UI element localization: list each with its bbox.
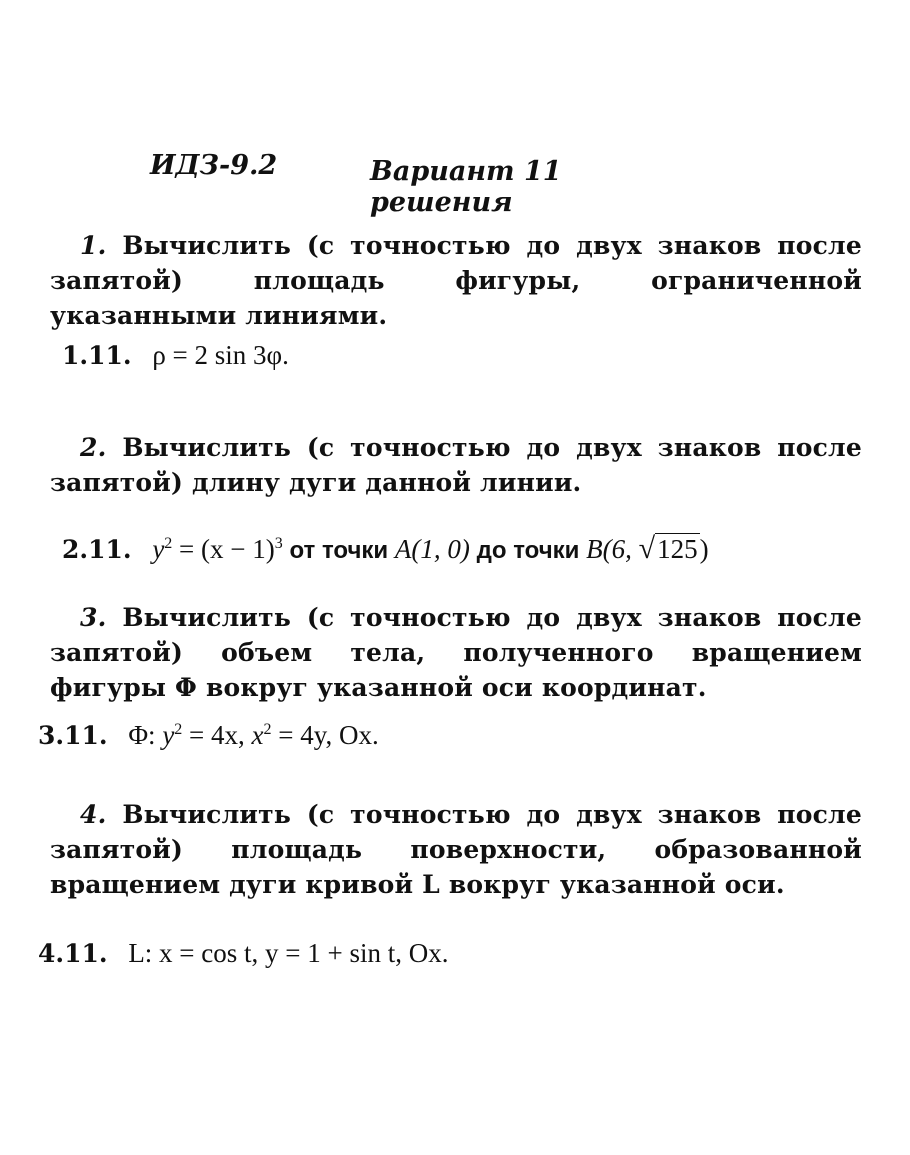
formula-prefix: Φ: [128,720,156,750]
task-3-variant [38,720,379,751]
variant-formula [152,534,708,564]
variant-number: 3.11. [38,721,108,750]
variant-formula: ρ = 2 sin 3φ. [152,340,289,370]
formula-part: = 4x, [182,720,252,750]
task-number: 3. [80,603,107,632]
task-text: Вычислить (с точностью до двух знаков после запятой) площадь поверхности, образованной вращением дуги кривой L вокруг указанной оси. [50,800,862,899]
task-2-statement [50,430,862,500]
task-text: Вычислить (с точностью до двух знаков после запятой) площадь фигуры, ограниченной указанными линиями. [50,231,862,330]
point-a: A(1, 0) [394,534,470,564]
task-number: 4. [80,800,107,829]
formula-exp: 2 [164,535,173,552]
task-number: 2. [80,433,107,462]
formula-x: x [251,720,264,750]
formula-exp: 2 [174,721,183,738]
variant-formula [128,720,378,750]
task-number: 1. [80,231,107,260]
from-text: от точки [289,537,389,564]
formula-exp: 2 [263,721,272,738]
formula-exp: 3 [274,535,283,552]
formula-y: y [152,534,165,564]
task-text: Вычислить (с точностью до двух знаков после запятой) длину дуги данной линии. [50,433,862,497]
variant-title: Вариант 11 решения [370,156,562,218]
variant-formula: L: x = cos t, y = 1 + sin t, Ox. [128,938,449,968]
task-4-statement [50,797,862,902]
task-2-variant [62,532,709,566]
variant-number: 2.11. [62,535,132,564]
point-b-prefix: B(6, [586,534,639,564]
task-1-variant [62,340,289,371]
formula-part: = 4y, Ox. [271,720,379,750]
formula-y: y [162,720,175,750]
point-b-suffix: ) [699,534,709,564]
assignment-code: ИДЗ-9.2 [150,150,278,181]
page-header [150,150,710,218]
task-4-variant [38,938,449,969]
to-text: до точки [476,537,580,564]
formula-eq: = (x − 1) [172,534,275,564]
radicand: 125 [657,534,698,564]
radical-sign-icon: √ [638,532,656,565]
task-1-statement [50,228,862,333]
variant-number: 4.11. [38,939,108,968]
task-text: Вычислить (с точностью до двух знаков после запятой) объем тела, полученного вращением фигуры Φ вокруг указанной оси координат. [50,603,862,702]
square-root [639,532,700,566]
variant-number: 1.11. [62,341,132,370]
task-3-statement [50,600,862,705]
